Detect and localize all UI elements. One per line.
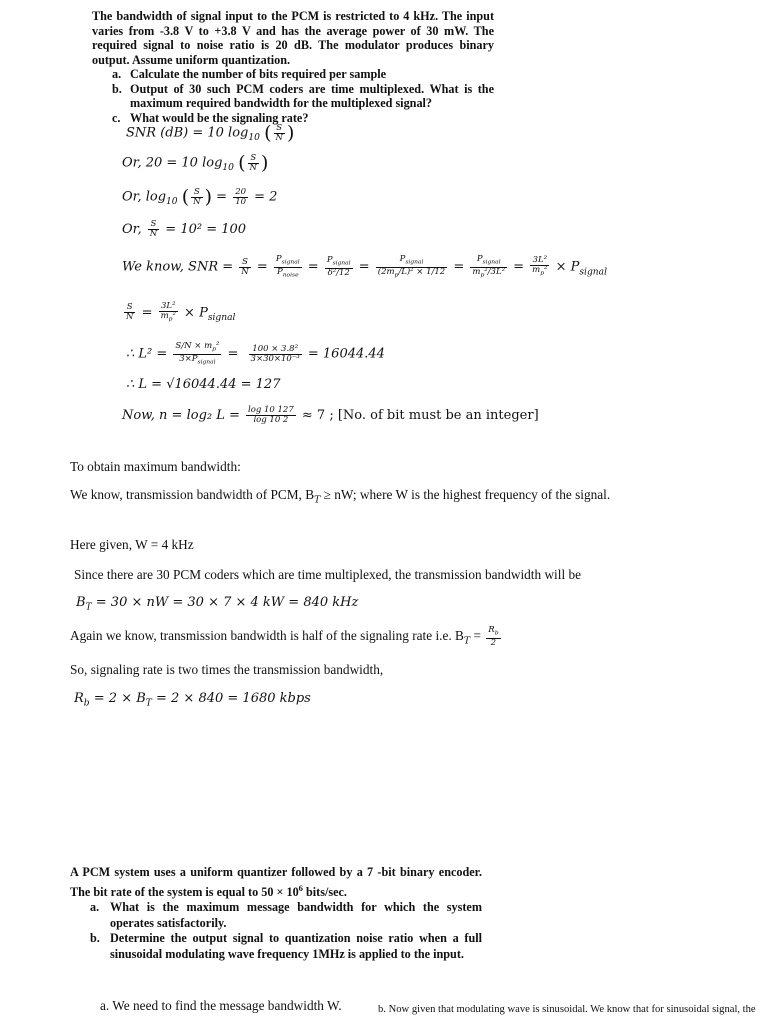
signaling-rate-relation: Again we know, transmission bandwidth is half of the signaling rate i.e. $B_T$ = $\frac{R_b}{2}$ (70, 625, 499, 648)
question-2-parts (70, 900, 482, 962)
equation-signaling-rate: $R_b = 2 \times B_T = 2 \times 840 = 1680$ kbps (74, 691, 311, 709)
question-2-part-a: a. What is the maximum message bandwidth for which the system operates satisfactorily. (90, 900, 482, 930)
question-2-stem: A PCM system uses a uniform quantizer followed by a 7 -bit binary encoder. The bit rate of the system is equal to $50 \times 10^6$ bits/sec. (70, 865, 482, 899)
answer-a: a. We need to find the message bandwidth W. (100, 998, 342, 1013)
question-1-part-a: a. Calculate the number of bits required per sample (112, 67, 387, 81)
question-2-part-b: b. Determine the output signal to quantization noise ratio when a full sinusoidal modulating wave frequency 1MHz is applied to the input. (90, 931, 482, 961)
equation-transmission-bandwidth: $B_T = 30$ × nW = 30 × 7 × 4 kW = 840 kHz (76, 595, 359, 613)
equation-20db: Or, 20 = 10 $\log_{10}$ ( $\frac{S}{N}$ ) (122, 152, 269, 174)
bandwidth-definition: We know, transmission bandwidth of PCM, $B_T$ ≥ nW; where W is the highest frequency of the signal. (70, 487, 611, 506)
answer-b: b. Now given that modulating wave is sinusoidal. We know that for sinusoidal signal, the (378, 1004, 756, 1015)
equation-l-squared: ∴ L² = $\frac{S/N \times m_p^2}{3\times P_{signal}}$ = $\frac{\text{100 × 3.8²}}{\text{3×30×10⁻³}}$ = 16044.44 (126, 341, 385, 366)
question-1-part-b: b. Output of 30 such PCM coders are time multiplexed. What is the maximum required bandwidth for the multiplexed signal? (112, 81, 494, 110)
question-1 (92, 9, 494, 125)
question-1-part-c: c. What would be the signaling rate? (112, 110, 309, 125)
bandwidth-multiplex-text: Since there are 30 PCM coders which are time multiplexed, the transmission bandwidth will be (74, 567, 582, 582)
equation-log: Or, $\log_{10}$ ( $\frac{S}{N}$ ) = $\frac{20}{10}$ = 2 (122, 186, 278, 208)
equation-snr-simplified: $\frac{S}{N}$ = $\frac{\text{3L²}}{m_p^2}$ × $P_{signal}$ (126, 301, 236, 323)
bandwidth-heading: To obtain maximum bandwidth: (70, 459, 241, 474)
equation-snr-ratio: Or, $\frac{S}{N}$ = 10² = 100 (122, 219, 247, 239)
equation-snr-derivation: We know, SNR = $\frac{S}{N}$ = $\frac{P_{signal}}{P_{noise}}$ = $\frac{P_{signal}}{\text{δ²/12}}$ = $\frac{P_{signal}}{(2m_p/L)^2 \times 1/12}$ = $\frac{P_{signal}}{m_p^2/3L^2}$ = $\frac{\text{3L²}}{m_p^2}$ × $P_{signal}$ (122, 254, 607, 279)
signaling-rate-text: So, signaling rate is two times the transmission bandwidth, (70, 662, 384, 677)
equation-n-bits: Now, n = log₂ L = $\frac{\log 10 127}{\log 10 2}$ ≈ 7 ; [No. of bit must be an integer] (122, 405, 539, 425)
equation-l-value: ∴ L = √16044.44 = 127 (126, 377, 281, 392)
question-1-stem: The bandwidth of signal input to the PCM is restricted to 4 kHz. The input varies from -3.8 V to +3.8 V and has the average power of 30 mW. The required signal to noise ratio is 20 dB. The modulator produces binary output. Assume uniform quantization. (92, 9, 494, 67)
equation-snr-db: SNR (dB) = 10 $\log_{10}$ ( $\frac{S}{N}$ ) (126, 122, 295, 144)
question-2 (70, 865, 482, 962)
question-1-parts (92, 67, 494, 125)
bandwidth-given: Here given, W = 4 kHz (70, 537, 194, 552)
